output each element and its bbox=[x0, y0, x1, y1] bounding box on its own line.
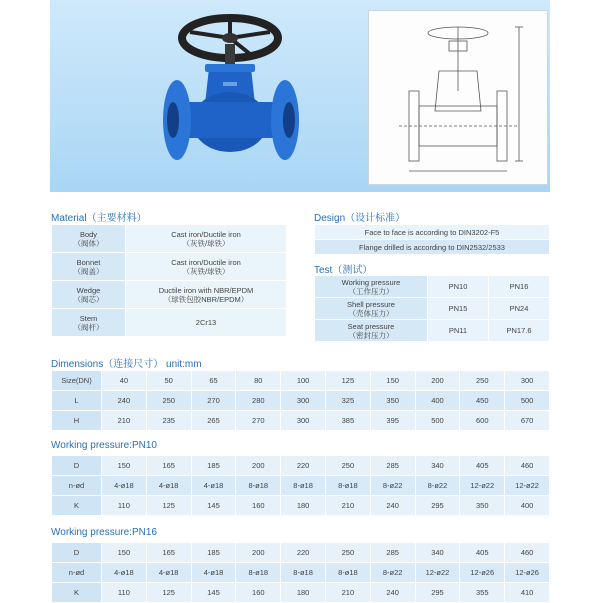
table-cell: 340 bbox=[415, 456, 460, 476]
table-cell: 295 bbox=[415, 496, 460, 516]
table-cell: 240 bbox=[102, 391, 147, 411]
table-cell: 670 bbox=[505, 411, 550, 431]
table-cell: 160 bbox=[236, 583, 281, 603]
table-cell: 210 bbox=[325, 496, 370, 516]
test-pn10: PN15 bbox=[428, 298, 489, 320]
table-cell: 160 bbox=[236, 496, 281, 516]
table-cell: 185 bbox=[191, 543, 236, 563]
table-cell: 145 bbox=[191, 496, 236, 516]
test-title: Test（测试） bbox=[314, 265, 373, 276]
table-row bbox=[52, 563, 550, 583]
material-table bbox=[51, 224, 287, 337]
table-cell: 150 bbox=[102, 456, 147, 476]
table-row bbox=[52, 496, 550, 516]
table-cell: 12-ø22 bbox=[460, 476, 505, 496]
table-cell: 355 bbox=[460, 583, 505, 603]
table-cell: 240 bbox=[370, 583, 415, 603]
table-cell: 285 bbox=[370, 456, 415, 476]
row-header: D bbox=[52, 456, 102, 476]
table-cell: 4-ø18 bbox=[102, 476, 147, 496]
material-value: 2Cr13 bbox=[126, 309, 287, 337]
dimensions-title: Dimensions（连接尺寸） unit:mm bbox=[51, 359, 202, 370]
table-cell: 235 bbox=[146, 411, 191, 431]
table-cell: 40 bbox=[102, 371, 147, 391]
table-cell: 100 bbox=[281, 371, 326, 391]
pn16-table bbox=[51, 542, 550, 603]
table-row bbox=[52, 543, 550, 563]
table-cell: 250 bbox=[460, 371, 505, 391]
pn16-title: Working pressure:PN16 bbox=[51, 527, 157, 538]
row-header: K bbox=[52, 583, 102, 603]
material-value: Cast iron/Ductile iron （灰铁/球铁） bbox=[126, 253, 287, 281]
table-cell: 200 bbox=[415, 371, 460, 391]
table-row bbox=[52, 411, 550, 431]
table-cell: 200 bbox=[236, 543, 281, 563]
table-cell: 110 bbox=[102, 496, 147, 516]
table-cell: 110 bbox=[102, 583, 147, 603]
table-cell: 8-ø18 bbox=[281, 563, 326, 583]
table-cell: 125 bbox=[146, 496, 191, 516]
valve-photo bbox=[105, 2, 355, 190]
table-cell: 4-ø18 bbox=[191, 476, 236, 496]
table-cell: 12-ø26 bbox=[460, 563, 505, 583]
table-cell: 400 bbox=[505, 496, 550, 516]
table-cell: 350 bbox=[370, 391, 415, 411]
table-cell: 150 bbox=[370, 371, 415, 391]
table-cell: 4-ø18 bbox=[146, 563, 191, 583]
table-cell: 65 bbox=[191, 371, 236, 391]
table-cell: 180 bbox=[281, 496, 326, 516]
table-cell: 50 bbox=[146, 371, 191, 391]
table-cell: 200 bbox=[236, 456, 281, 476]
table-cell: 270 bbox=[236, 411, 281, 431]
row-header: n-ød bbox=[52, 563, 102, 583]
table-row bbox=[52, 253, 287, 281]
table-cell: 165 bbox=[146, 543, 191, 563]
test-pn16: PN17.6 bbox=[489, 320, 550, 342]
row-header: K bbox=[52, 496, 102, 516]
test-pn16: PN24 bbox=[489, 298, 550, 320]
table-cell: 165 bbox=[146, 456, 191, 476]
table-cell: 295 bbox=[415, 583, 460, 603]
material-value: Ductile iron with NBR/EPDM （球铁包胶NBR/EPDM） bbox=[126, 281, 287, 309]
table-cell: 500 bbox=[415, 411, 460, 431]
test-pn10: PN10 bbox=[428, 276, 489, 298]
table-cell: 220 bbox=[281, 456, 326, 476]
design-standard: Flange drilled is according to DIN2532/2533 bbox=[315, 240, 550, 255]
material-name: Wedge （阀芯） bbox=[52, 281, 126, 309]
pn10-table bbox=[51, 455, 550, 516]
table-cell: 12-ø26 bbox=[505, 563, 550, 583]
table-cell: 180 bbox=[281, 583, 326, 603]
table-row bbox=[52, 391, 550, 411]
table-cell: 300 bbox=[281, 411, 326, 431]
table-cell: 460 bbox=[505, 456, 550, 476]
table-row bbox=[52, 476, 550, 496]
table-cell: 8-ø22 bbox=[370, 476, 415, 496]
table-cell: 125 bbox=[325, 371, 370, 391]
table-row bbox=[315, 240, 550, 255]
table-cell: 80 bbox=[236, 371, 281, 391]
table-cell: 8-ø18 bbox=[281, 476, 326, 496]
table-row bbox=[315, 276, 550, 298]
test-label: Working pressure （工作压力） bbox=[315, 276, 428, 298]
table-cell: 150 bbox=[102, 543, 147, 563]
table-cell: 395 bbox=[370, 411, 415, 431]
table-cell: 220 bbox=[281, 543, 326, 563]
table-cell: 8-ø18 bbox=[325, 476, 370, 496]
table-cell: 12-ø22 bbox=[505, 476, 550, 496]
table-cell: 8-ø18 bbox=[325, 563, 370, 583]
pn10-title: Working pressure:PN10 bbox=[51, 440, 157, 451]
design-title: Design（设计标准） bbox=[314, 213, 406, 224]
table-row bbox=[315, 225, 550, 240]
table-cell: 350 bbox=[460, 496, 505, 516]
test-pn16: PN16 bbox=[489, 276, 550, 298]
row-header: L bbox=[52, 391, 102, 411]
material-name: Body （阀体） bbox=[52, 225, 126, 253]
table-cell: 285 bbox=[370, 543, 415, 563]
table-cell: 8-ø18 bbox=[236, 563, 281, 583]
table-row bbox=[52, 309, 287, 337]
table-cell: 210 bbox=[325, 583, 370, 603]
material-value: Cast iron/Ductile iron （灰铁/球铁） bbox=[126, 225, 287, 253]
table-cell: 405 bbox=[460, 543, 505, 563]
table-cell: 8-ø22 bbox=[415, 476, 460, 496]
material-name: Stem （阀杆） bbox=[52, 309, 126, 337]
material-title: Material（主要材料） bbox=[51, 213, 147, 224]
table-row bbox=[52, 225, 287, 253]
table-cell: 325 bbox=[325, 391, 370, 411]
table-cell: 500 bbox=[505, 391, 550, 411]
row-header: H bbox=[52, 411, 102, 431]
table-cell: 280 bbox=[236, 391, 281, 411]
table-row bbox=[52, 371, 550, 391]
table-cell: 400 bbox=[415, 391, 460, 411]
product-banner bbox=[50, 0, 550, 192]
table-cell: 600 bbox=[460, 411, 505, 431]
table-cell: 300 bbox=[505, 371, 550, 391]
technical-drawing bbox=[368, 10, 548, 185]
table-cell: 4-ø18 bbox=[191, 563, 236, 583]
table-cell: 185 bbox=[191, 456, 236, 476]
table-cell: 410 bbox=[505, 583, 550, 603]
table-row bbox=[315, 320, 550, 342]
table-cell: 12-ø22 bbox=[415, 563, 460, 583]
material-name: Bonnet （阀盖） bbox=[52, 253, 126, 281]
row-header: D bbox=[52, 543, 102, 563]
table-cell: 8-ø22 bbox=[370, 563, 415, 583]
table-row bbox=[52, 456, 550, 476]
table-cell: 405 bbox=[460, 456, 505, 476]
row-header: n-ød bbox=[52, 476, 102, 496]
table-cell: 250 bbox=[325, 456, 370, 476]
table-cell: 125 bbox=[146, 583, 191, 603]
table-cell: 250 bbox=[146, 391, 191, 411]
test-table bbox=[314, 275, 550, 342]
table-row bbox=[315, 298, 550, 320]
table-cell: 240 bbox=[370, 496, 415, 516]
table-cell: 270 bbox=[191, 391, 236, 411]
table-cell: 4-ø18 bbox=[102, 563, 147, 583]
table-cell: 250 bbox=[325, 543, 370, 563]
design-standard: Face to face is according to DIN3202-F5 bbox=[315, 225, 550, 240]
table-cell: 460 bbox=[505, 543, 550, 563]
dimensions-table bbox=[51, 370, 550, 431]
table-cell: 145 bbox=[191, 583, 236, 603]
test-pn10: PN11 bbox=[428, 320, 489, 342]
table-cell: 8-ø18 bbox=[236, 476, 281, 496]
table-row bbox=[52, 281, 287, 309]
table-cell: 340 bbox=[415, 543, 460, 563]
row-header: Size(DN) bbox=[52, 371, 102, 391]
test-label: Shell pressure （壳体压力） bbox=[315, 298, 428, 320]
table-cell: 300 bbox=[281, 391, 326, 411]
table-cell: 210 bbox=[102, 411, 147, 431]
table-cell: 4-ø18 bbox=[146, 476, 191, 496]
table-cell: 385 bbox=[325, 411, 370, 431]
table-cell: 265 bbox=[191, 411, 236, 431]
table-cell: 450 bbox=[460, 391, 505, 411]
test-label: Seat pressure （密封压力） bbox=[315, 320, 428, 342]
design-table bbox=[314, 224, 550, 255]
